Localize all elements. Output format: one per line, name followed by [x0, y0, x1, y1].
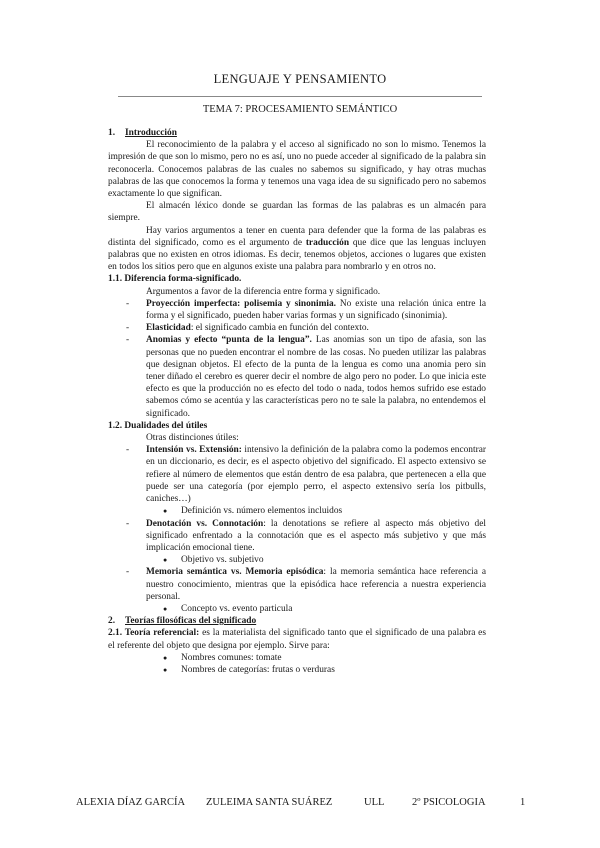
bullet-item: ● Concepto vs. evento particula [163, 603, 293, 614]
list-item: - Memoria semántica vs. Memoria episódica: la memoria semántica hace referencia a nuestro conocimiento, mientras que la episódica hace referencia a nuestra experiencia personal. [126, 567, 486, 602]
section-2-heading: 2. Teorías filosóficas del significado [108, 616, 257, 627]
bullet-item: ● Objetivo vs. subjetivo [163, 555, 264, 566]
paragraph: El reconocimiento de la palabra y el acceso al significado no son lo mismo. Tenemos la impresión de que son lo mismo, pero no es así, uno no puede acceder al significado de la palabra sin reconocerla. Conocemos palabras de las cuales no sabemos su significado, y hay otras muchas palabras de las que conocemos la forma y tenemos una vaga idea de su significado pero no sabemos exactamente lo que significan. [108, 140, 486, 200]
bullet-item: ● Definición vs. número elementos incluidos [163, 506, 343, 517]
footer-university: ULL [364, 797, 385, 808]
list-item: - Denotación vs. Connotación: la denotations se refiere al aspecto más objetivo del significado enfrentado a la connotación que es el aspecto más subjetivo y que más implicación emocional tiene. [126, 518, 486, 553]
title-divider [118, 96, 482, 97]
bullet-item: ● Nombres comunes: tomate [163, 652, 282, 663]
paragraph: Hay varios argumentos a tener en cuenta para defender que la forma de las palabras es distinta del significado, como es el argumento de traducción que dice que las lenguas incluyen palabras que no existen en otros idiomas. Es decir, tenemos objetos, acciones o lugares que existen en todos los sitios pero que en algunos existe una palabra para nombrarlo y en otros no. [108, 225, 486, 273]
paragraph: Argumentos a favor de la diferencia entre forma y significado. [146, 286, 381, 297]
paragraph: El almacén léxico donde se guardan las formas de las palabras es un almacén para siempre. [108, 201, 486, 224]
list-item: - Anomias y efecto “punta de la lengua”. Las anomias son un tipo de afasia, son las personas que no pueden encontrar el nombre de las cosas. No pueden utilizar las palabras que designan objetos. El efecto de la punta de la lengua es como una anomia pero sin tener diñado el cerebro es querer decir el nombre de algo pero no poder. Lo que inicia este efecto es que la producción no es efecto del todo o nada, todos hemos sufrido ese estado sabemos cómo se acentúa y las características pero no te sale la palabra, no entendemos el significado. [126, 335, 486, 419]
footer-author-1: ALEXIA DÍAZ GARCÍA [76, 797, 186, 808]
document-title: LENGUAJE Y PENSAMIENTO [213, 72, 387, 86]
topic-subtitle: TEMA 7: PROCESAMIENTO SEMÁNTICO [202, 104, 398, 115]
paragraph: 2.1. Teoría referencial: es la materialista del significado tanto que el significado de una palabra es el referente del objeto que designa por ejemplo. Sirve para: [108, 628, 486, 651]
list-item: - Proyección imperfecta: polisemia y sinonimia. No existe una relación única entre la forma y el significado, pueden haber varias formas y un significado (sinonimia). [126, 298, 486, 322]
section-1-1-heading: 1.1. Diferencia forma-significado. [108, 274, 242, 285]
footer-author-2: ZULEIMA SANTA SUÁREZ [206, 797, 333, 808]
document-body [108, 127, 486, 676]
page-number: 1 [520, 797, 526, 808]
list-item: - Intensión vs. Extensión: intensivo la definición de la palabra como la podemos encontrar en un diccionario, es decir, es el aspecto objetivo del significado. El aspecto extensivo se refiere al número de elementos que están dentro de esa palabra, que pertenecen a ella que puede ser una categoría (por ejemplo perro, el aspecto extensivo sería los pitbulls, caniches…) [126, 445, 486, 505]
bullet-item: ● Nombres de categorías: frutas o verduras [163, 664, 335, 675]
list-item: - Elasticidad: el significado cambia en función del contexto. [126, 323, 369, 334]
section-1-2-heading: 1.2. Dualidades del útiles [108, 420, 208, 431]
paragraph: Otras distinciones útiles: [146, 433, 239, 444]
section-1-heading: 1. Introducción [108, 128, 177, 138]
footer-course: 2º PSICOLOGIA [412, 797, 486, 808]
